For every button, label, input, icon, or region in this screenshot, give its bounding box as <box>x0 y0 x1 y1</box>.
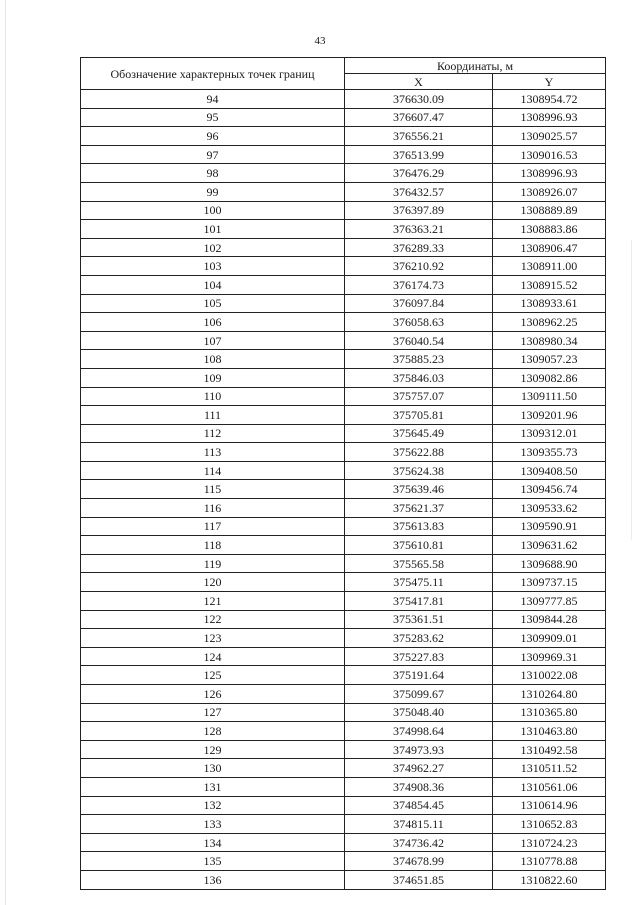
y-coordinate-cell: 1309969.31 <box>493 647 606 666</box>
point-cell: 101 <box>81 220 345 239</box>
table-row <box>81 313 606 332</box>
y-coordinate-cell: 1309533.62 <box>493 499 606 518</box>
table-row <box>81 331 606 350</box>
point-cell: 98 <box>81 164 345 183</box>
table-header-row-1 <box>81 58 606 74</box>
y-coordinate-cell: 1310652.83 <box>493 815 606 834</box>
y-coordinate-cell: 1309909.01 <box>493 629 606 648</box>
table-row <box>81 368 606 387</box>
x-coordinate-cell: 374651.85 <box>345 870 493 889</box>
x-coordinate-cell: 374973.93 <box>345 740 493 759</box>
point-cell: 100 <box>81 201 345 220</box>
table-body <box>81 90 606 890</box>
point-cell: 131 <box>81 777 345 796</box>
table-row <box>81 461 606 480</box>
y-coordinate-cell: 1308883.86 <box>493 220 606 239</box>
y-coordinate-cell: 1309456.74 <box>493 480 606 499</box>
y-coordinate-cell: 1309777.85 <box>493 592 606 611</box>
y-coordinate-cell: 1309016.53 <box>493 145 606 164</box>
table-row <box>81 517 606 536</box>
point-cell: 126 <box>81 685 345 704</box>
x-coordinate-cell: 375610.81 <box>345 536 493 555</box>
table-row <box>81 777 606 796</box>
x-coordinate-cell: 374678.99 <box>345 852 493 871</box>
point-cell: 106 <box>81 313 345 332</box>
y-coordinate-cell: 1308906.47 <box>493 238 606 257</box>
header-y: Y <box>493 74 606 90</box>
x-coordinate-cell: 376040.54 <box>345 331 493 350</box>
header-x: X <box>345 74 493 90</box>
x-coordinate-cell: 375645.49 <box>345 424 493 443</box>
table-row <box>81 796 606 815</box>
x-coordinate-cell: 375475.11 <box>345 573 493 592</box>
point-cell: 124 <box>81 647 345 666</box>
x-coordinate-cell: 376097.84 <box>345 294 493 313</box>
table-row <box>81 275 606 294</box>
x-coordinate-cell: 375624.38 <box>345 461 493 480</box>
x-coordinate-cell: 376363.21 <box>345 220 493 239</box>
y-coordinate-cell: 1310724.23 <box>493 833 606 852</box>
point-cell: 119 <box>81 554 345 573</box>
point-cell: 110 <box>81 387 345 406</box>
point-cell: 120 <box>81 573 345 592</box>
y-coordinate-cell: 1309057.23 <box>493 350 606 369</box>
x-coordinate-cell: 374854.45 <box>345 796 493 815</box>
point-cell: 134 <box>81 833 345 852</box>
x-coordinate-cell: 375846.03 <box>345 368 493 387</box>
table-row <box>81 350 606 369</box>
point-cell: 113 <box>81 443 345 462</box>
table-row <box>81 127 606 146</box>
y-coordinate-cell: 1308911.00 <box>493 257 606 276</box>
y-coordinate-cell: 1308954.72 <box>493 90 606 109</box>
point-cell: 125 <box>81 666 345 685</box>
table-row <box>81 833 606 852</box>
y-coordinate-cell: 1308962.25 <box>493 313 606 332</box>
x-coordinate-cell: 375705.81 <box>345 406 493 425</box>
table-row <box>81 406 606 425</box>
point-cell: 128 <box>81 722 345 741</box>
point-cell: 99 <box>81 182 345 201</box>
x-coordinate-cell: 375613.83 <box>345 517 493 536</box>
point-cell: 109 <box>81 368 345 387</box>
x-coordinate-cell: 376630.09 <box>345 90 493 109</box>
table-row <box>81 554 606 573</box>
table-row <box>81 870 606 889</box>
x-coordinate-cell: 375885.23 <box>345 350 493 369</box>
point-cell: 127 <box>81 703 345 722</box>
table-row <box>81 238 606 257</box>
x-coordinate-cell: 376397.89 <box>345 201 493 220</box>
page-number: 43 <box>314 35 326 47</box>
y-coordinate-cell: 1309590.91 <box>493 517 606 536</box>
point-cell: 129 <box>81 740 345 759</box>
y-coordinate-cell: 1309111.50 <box>493 387 606 406</box>
y-coordinate-cell: 1309025.57 <box>493 127 606 146</box>
scan-edge-left <box>5 0 6 905</box>
table-row <box>81 647 606 666</box>
y-coordinate-cell: 1308996.93 <box>493 164 606 183</box>
point-cell: 104 <box>81 275 345 294</box>
x-coordinate-cell: 376607.47 <box>345 108 493 127</box>
table-row <box>81 666 606 685</box>
point-cell: 114 <box>81 461 345 480</box>
y-coordinate-cell: 1310365.80 <box>493 703 606 722</box>
x-coordinate-cell: 375048.40 <box>345 703 493 722</box>
point-cell: 117 <box>81 517 345 536</box>
point-cell: 136 <box>81 870 345 889</box>
y-coordinate-cell: 1308996.93 <box>493 108 606 127</box>
table-row <box>81 443 606 462</box>
point-cell: 103 <box>81 257 345 276</box>
y-coordinate-cell: 1310614.96 <box>493 796 606 815</box>
point-cell: 112 <box>81 424 345 443</box>
y-coordinate-cell: 1309408.50 <box>493 461 606 480</box>
table-row <box>81 852 606 871</box>
table-row <box>81 759 606 778</box>
point-cell: 108 <box>81 350 345 369</box>
table-row <box>81 815 606 834</box>
x-coordinate-cell: 375227.83 <box>345 647 493 666</box>
x-coordinate-cell: 374815.11 <box>345 815 493 834</box>
x-coordinate-cell: 376058.63 <box>345 313 493 332</box>
y-coordinate-cell: 1310463.80 <box>493 722 606 741</box>
table-row <box>81 424 606 443</box>
y-coordinate-cell: 1310264.80 <box>493 685 606 704</box>
header-coordinates: Координаты, м <box>345 58 606 74</box>
table-row <box>81 145 606 164</box>
point-cell: 135 <box>81 852 345 871</box>
point-cell: 95 <box>81 108 345 127</box>
point-cell: 122 <box>81 610 345 629</box>
x-coordinate-cell: 375622.88 <box>345 443 493 462</box>
x-coordinate-cell: 375757.07 <box>345 387 493 406</box>
x-coordinate-cell: 376174.73 <box>345 275 493 294</box>
table-row <box>81 164 606 183</box>
x-coordinate-cell: 375621.37 <box>345 499 493 518</box>
x-coordinate-cell: 375283.62 <box>345 629 493 648</box>
coordinates-table <box>80 57 606 890</box>
point-cell: 97 <box>81 145 345 164</box>
y-coordinate-cell: 1310022.08 <box>493 666 606 685</box>
point-cell: 132 <box>81 796 345 815</box>
table-row <box>81 629 606 648</box>
y-coordinate-cell: 1310778.88 <box>493 852 606 871</box>
point-cell: 96 <box>81 127 345 146</box>
x-coordinate-cell: 376289.33 <box>345 238 493 257</box>
y-coordinate-cell: 1308915.52 <box>493 275 606 294</box>
y-coordinate-cell: 1310492.58 <box>493 740 606 759</box>
table-row <box>81 90 606 109</box>
x-coordinate-cell: 376513.99 <box>345 145 493 164</box>
x-coordinate-cell: 375099.67 <box>345 685 493 704</box>
point-cell: 121 <box>81 592 345 611</box>
x-coordinate-cell: 376476.29 <box>345 164 493 183</box>
table-row <box>81 257 606 276</box>
table-row <box>81 182 606 201</box>
table-row <box>81 201 606 220</box>
table-row <box>81 480 606 499</box>
x-coordinate-cell: 376210.92 <box>345 257 493 276</box>
point-cell: 116 <box>81 499 345 518</box>
y-coordinate-cell: 1310511.52 <box>493 759 606 778</box>
y-coordinate-cell: 1308980.34 <box>493 331 606 350</box>
point-cell: 107 <box>81 331 345 350</box>
x-coordinate-cell: 376432.57 <box>345 182 493 201</box>
table-row <box>81 387 606 406</box>
x-coordinate-cell: 374998.64 <box>345 722 493 741</box>
y-coordinate-cell: 1309688.90 <box>493 554 606 573</box>
table-row <box>81 108 606 127</box>
scan-edge-right <box>631 240 632 540</box>
table-row <box>81 573 606 592</box>
point-cell: 130 <box>81 759 345 778</box>
x-coordinate-cell: 375639.46 <box>345 480 493 499</box>
y-coordinate-cell: 1309737.15 <box>493 573 606 592</box>
table-row <box>81 685 606 704</box>
y-coordinate-cell: 1308889.89 <box>493 201 606 220</box>
table-row <box>81 610 606 629</box>
point-cell: 118 <box>81 536 345 555</box>
point-cell: 133 <box>81 815 345 834</box>
x-coordinate-cell: 374736.42 <box>345 833 493 852</box>
x-coordinate-cell: 374962.27 <box>345 759 493 778</box>
x-coordinate-cell: 375417.81 <box>345 592 493 611</box>
x-coordinate-cell: 375191.64 <box>345 666 493 685</box>
y-coordinate-cell: 1309082.86 <box>493 368 606 387</box>
table-row <box>81 592 606 611</box>
point-cell: 123 <box>81 629 345 648</box>
point-cell: 94 <box>81 90 345 109</box>
y-coordinate-cell: 1308926.07 <box>493 182 606 201</box>
point-cell: 102 <box>81 238 345 257</box>
table-row <box>81 220 606 239</box>
header-designation: Обозначение характерных точек границ <box>81 58 345 90</box>
x-coordinate-cell: 374908.36 <box>345 777 493 796</box>
table-row <box>81 740 606 759</box>
point-cell: 115 <box>81 480 345 499</box>
y-coordinate-cell: 1309201.96 <box>493 406 606 425</box>
x-coordinate-cell: 376556.21 <box>345 127 493 146</box>
y-coordinate-cell: 1308933.61 <box>493 294 606 313</box>
table-row <box>81 294 606 313</box>
y-coordinate-cell: 1309844.28 <box>493 610 606 629</box>
table-row <box>81 499 606 518</box>
y-coordinate-cell: 1309355.73 <box>493 443 606 462</box>
x-coordinate-cell: 375565.58 <box>345 554 493 573</box>
table-row <box>81 722 606 741</box>
table-row <box>81 536 606 555</box>
table-row <box>81 703 606 722</box>
point-cell: 105 <box>81 294 345 313</box>
y-coordinate-cell: 1309312.01 <box>493 424 606 443</box>
y-coordinate-cell: 1310561.06 <box>493 777 606 796</box>
point-cell: 111 <box>81 406 345 425</box>
y-coordinate-cell: 1309631.62 <box>493 536 606 555</box>
x-coordinate-cell: 375361.51 <box>345 610 493 629</box>
y-coordinate-cell: 1310822.60 <box>493 870 606 889</box>
